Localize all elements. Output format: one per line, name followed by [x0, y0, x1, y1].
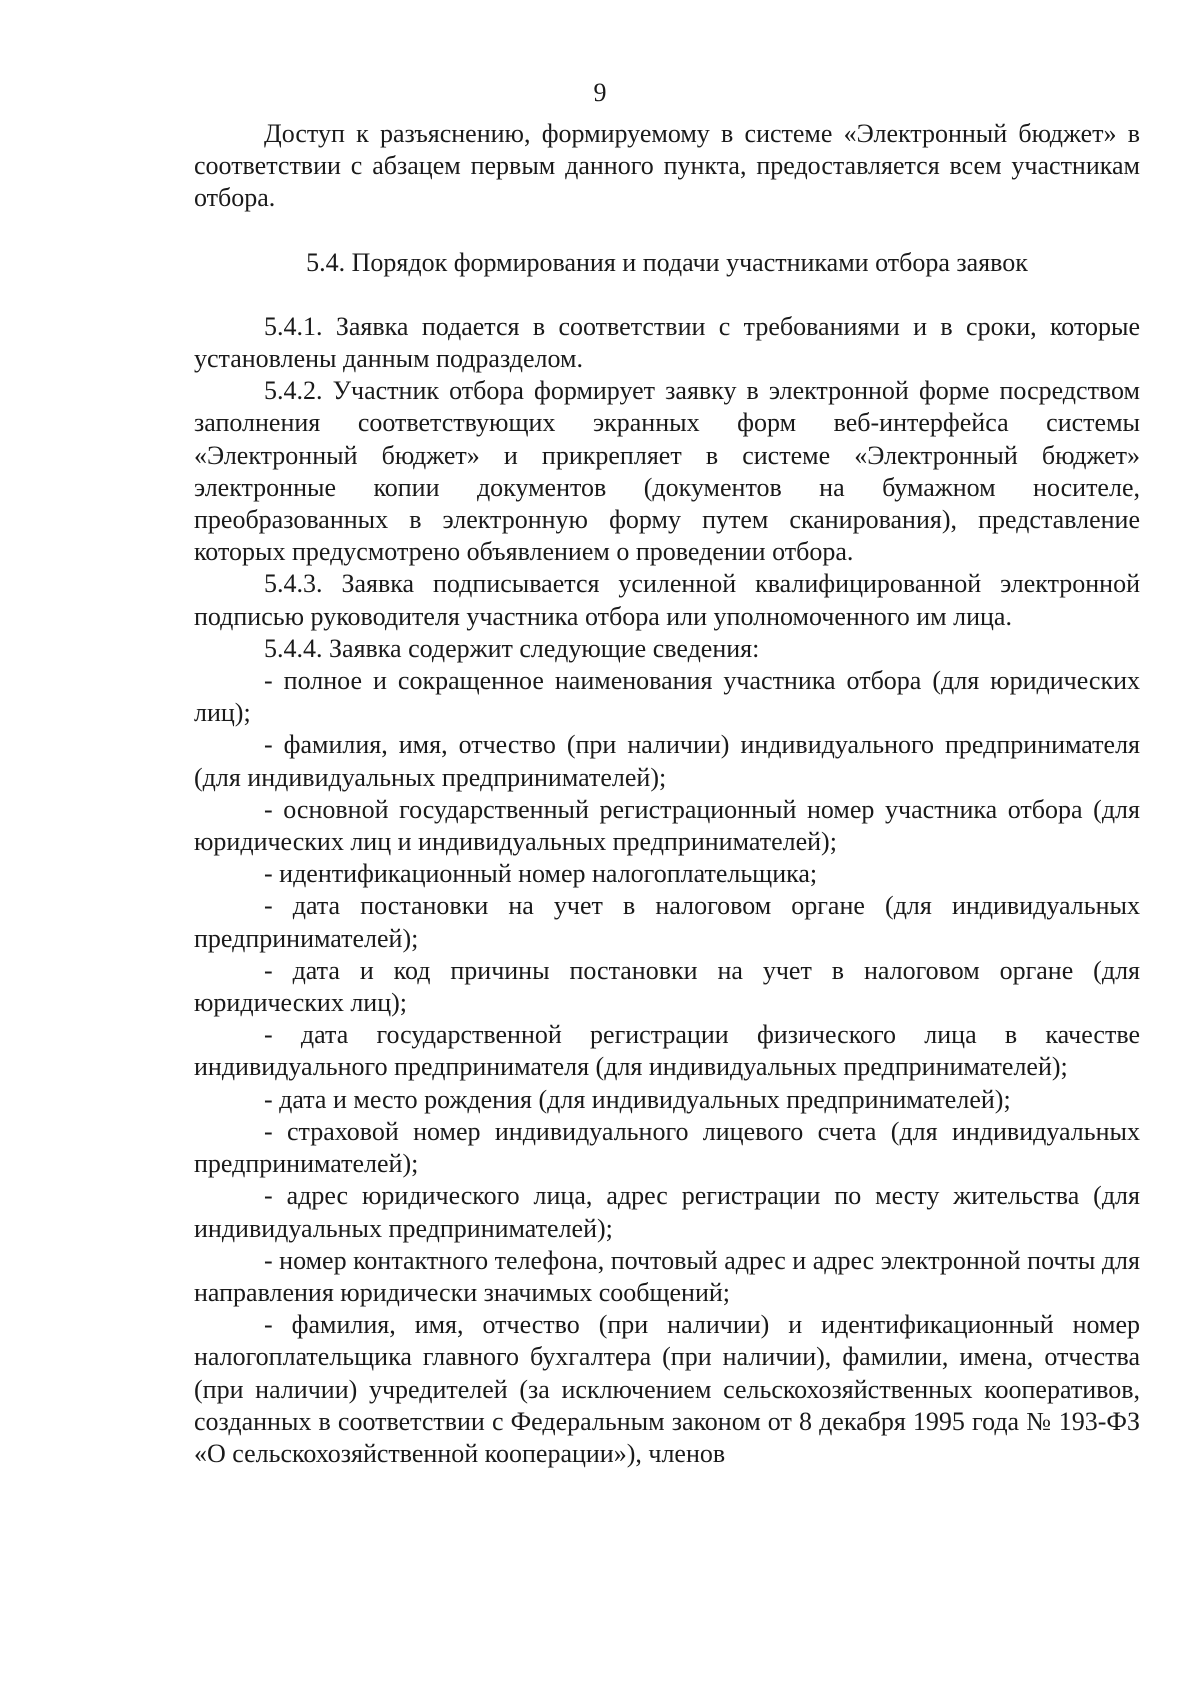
list-item: - номер контактного телефона, почтовый адрес и адрес электронной почты для направления юридически значимых сообщений; [194, 1245, 1140, 1307]
paragraph-5-4-4: 5.4.4. Заявка содержит следующие сведения: [264, 633, 760, 663]
page-number: 9 [593, 78, 607, 107]
intro-paragraph: Доступ к разъяснению, формируемому в системе «Электронный бюджет» в соответствии с абзацем первым данного пункта, предоставляется всем участникам отбора. [194, 119, 1140, 213]
paragraph-5-4-2: 5.4.2. Участник отбора формирует заявку в электронной форме посредством заполнения соответствующих экранных форм веб-интерфейса системы «Электронный бюджет» и прикрепляет в системе «Электронный бюджет» электронные копии документов (документов на бумажном носителе, преобразованных в электронную форму путем сканирования), представление которых предусмотрено объявлением о проведении отбора. [194, 376, 1140, 567]
list-item: - основной государственный регистрационный номер участника отбора (для юридических лиц и индивидуальных предпринимателей); [194, 794, 1140, 857]
list-item: - фамилия, имя, отчество (при наличии) и идентификационный номер налогоплательщика главного бухгалтера (при наличии), фамилии, имена, отчества (при наличии) учредителей (за исключением сельскохозяйственных кооперативов, созданных в соответствии с Федеральным законом от 8 декабря 1995 года № 193-ФЗ «О сельскохозяйственной кооперации»), членов [194, 1310, 1140, 1468]
list-item: - дата государственной регистрации физического лица в качестве индивидуального предпринимателя (для индивидуальных предпринимателей); [194, 1020, 1140, 1082]
list-item: - фамилия, имя, отчество (при наличии) индивидуального предпринимателя (для индивидуальных предпринимателей); [194, 730, 1140, 792]
paragraph-5-4-1: 5.4.1. Заявка подается в соответствии с требованиями и в сроки, которые установлены данным подразделом. [194, 311, 1140, 374]
list-item: - страховой номер индивидуального лицевого счета (для индивидуальных предпринимателей); [194, 1116, 1140, 1179]
list-item: - полное и сокращенное наименования участника отбора (для юридических лиц); [194, 666, 1140, 728]
paragraph-5-4-3: 5.4.3. Заявка подписывается усиленной квалифицированной электронной подписью руководителя участника отбора или уполномоченного им лица. [194, 569, 1140, 631]
section-heading: 5.4. Порядок формирования и подачи участниками отбора заявок [306, 247, 1028, 277]
list-item: - идентификационный номер налогоплательщика; [264, 859, 818, 889]
list-item: - адрес юридического лица, адрес регистрации по месту жительства (для индивидуальных предпринимателей); [194, 1181, 1140, 1243]
list-item: - дата постановки на учет в налоговом органе (для индивидуальных предпринимателей); [194, 891, 1140, 953]
list-item: - дата и код причины постановки на учет в налоговом органе (для юридических лиц); [194, 955, 1140, 1018]
spacer [194, 215, 1140, 247]
spacer [194, 279, 1140, 311]
document-body [194, 118, 1140, 1470]
list-item: - дата и место рождения (для индивидуальных предпринимателей); [264, 1084, 1011, 1114]
